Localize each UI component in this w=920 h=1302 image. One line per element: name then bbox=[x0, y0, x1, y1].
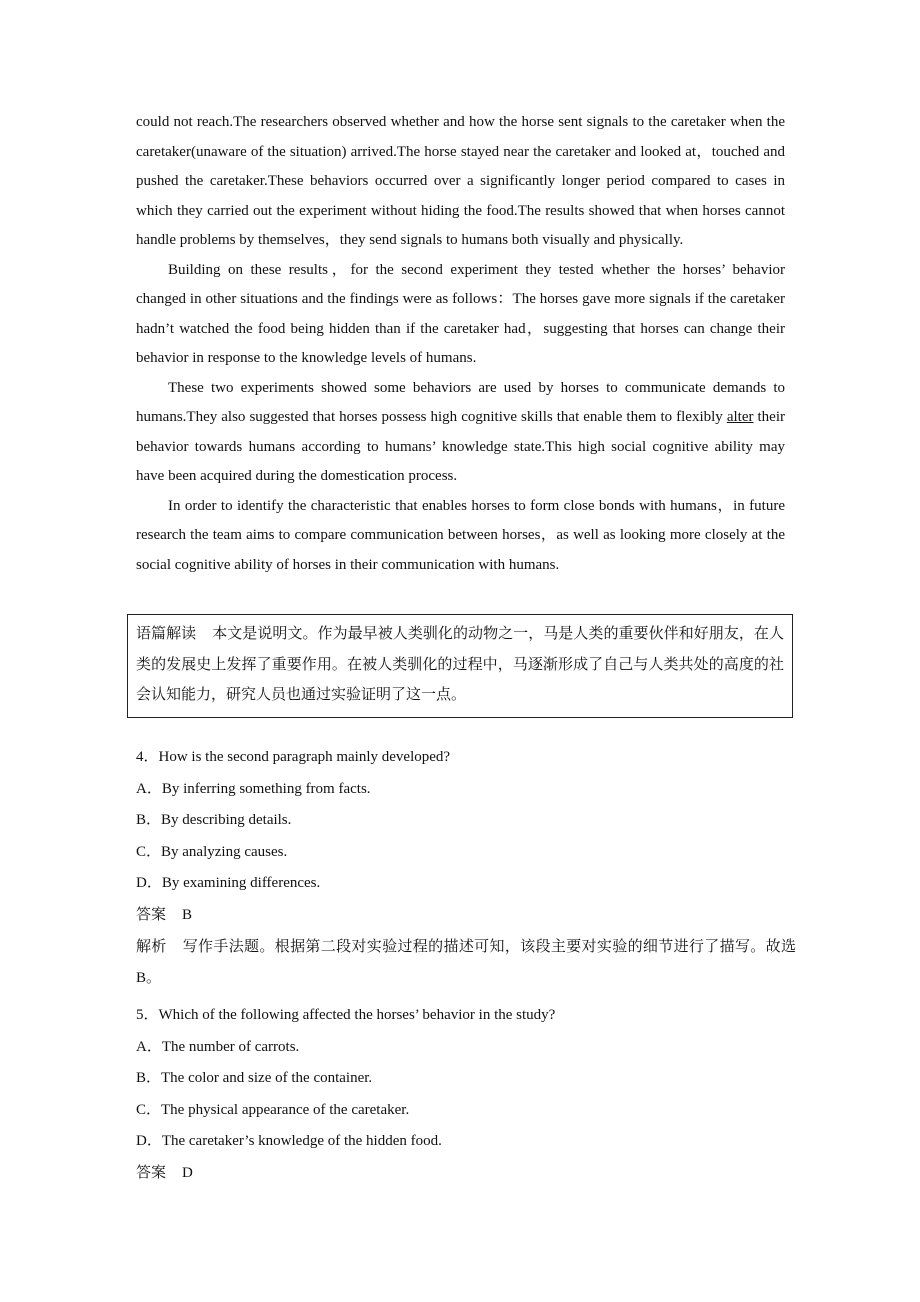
analysis-box bbox=[127, 614, 793, 718]
explanation-label: 解析 bbox=[136, 938, 167, 955]
question-4-answer bbox=[136, 900, 796, 932]
passage-paragraph-3 bbox=[136, 374, 785, 492]
analysis-text: 本文是说明文。作为最早被人类驯化的动物之一，马是人类的重要伙伴和好朋友，在人类的发展史上发挥了重要作用。在被人类驯化的过程中，马逐渐形成了自己与人类共处的高度的社会认知能力，研究人员也通过实验证明了这一点。 bbox=[136, 626, 784, 703]
question-4-option-a: A．By inferring something from facts. bbox=[136, 780, 371, 797]
answer-label: 答案 bbox=[136, 906, 167, 923]
question-5-option-a: A．The number of carrots. bbox=[136, 1038, 300, 1055]
question-5-option-c: C．The physical appearance of the caretaker. bbox=[136, 1101, 410, 1118]
question-5-answer bbox=[136, 1158, 796, 1190]
passage-paragraph-2: Building on these results，for the second experiment they tested whether the horses’ behavior changed in other situations and the findings were as follows：The horses gave more signals if the caretaker hadn’t watched the food being hidden than if the caretaker had，suggesting that horses can change their behavior in response to the knowledge levels of humans. bbox=[136, 261, 785, 366]
question-4-stem: 4．How is the second paragraph mainly developed? bbox=[136, 749, 451, 765]
question-5-option-b: B．The color and size of the container. bbox=[136, 1070, 373, 1087]
underlined-word: alter bbox=[726, 409, 754, 425]
question-5-block bbox=[136, 1000, 796, 1190]
question-4-block bbox=[136, 742, 796, 995]
question-4-option-b: B．By describing details. bbox=[136, 812, 292, 829]
passage-paragraph-4: In order to identify the characteristic that enables horses to form close bonds with humans，in future research the team aims to compare communication between horses，as well as looking more closely at the social cognitive ability of horses in their communication with humans. bbox=[136, 497, 785, 573]
answer-value: D bbox=[182, 1164, 193, 1181]
question-5-stem: 5．Which of the following affected the horses’ behavior in the study? bbox=[136, 1007, 556, 1023]
passage-paragraph-3-end: their behavior towards humans according to humans’ knowledge state.This high social cognitive ability may have been acquired during the domestication process. bbox=[136, 409, 785, 484]
question-4-option-c: C．By analyzing causes. bbox=[136, 843, 288, 860]
question-4-option-d: D．By examining differences. bbox=[136, 875, 321, 892]
answer-value: B bbox=[182, 906, 193, 923]
analysis-label: 语篇解读 bbox=[136, 626, 197, 642]
question-5-option-d: D．The caretaker’s knowledge of the hidden food. bbox=[136, 1133, 442, 1150]
question-4-explanation bbox=[136, 932, 796, 995]
explanation-text: 写作手法题。根据第二段对实验过程的描述可知，该段主要对实验的细节进行了描写。故选 B。 bbox=[136, 938, 796, 987]
passage-paragraph-3-start: These two experiments showed some behaviors are used by horses to communicate demands to humans.They also suggested that horses possess high cognitive skills that enable them to flexibly bbox=[136, 379, 785, 425]
reading-passage bbox=[136, 108, 785, 580]
answer-label: 答案 bbox=[136, 1164, 167, 1181]
passage-paragraph-1: could not reach.The researchers observed whether and how the horse sent signals to the caretaker when the caretaker(unaware of the situation) arrived.The horse stayed near the caretaker and looked at，touched and pushed the caretaker.These behaviors occurred over a significantly longer period compared to cases in which they carried out the experiment without hiding the food.The results showed that when horses cannot handle problems by themselves，they send signals to humans both visually and physically. bbox=[136, 114, 785, 248]
